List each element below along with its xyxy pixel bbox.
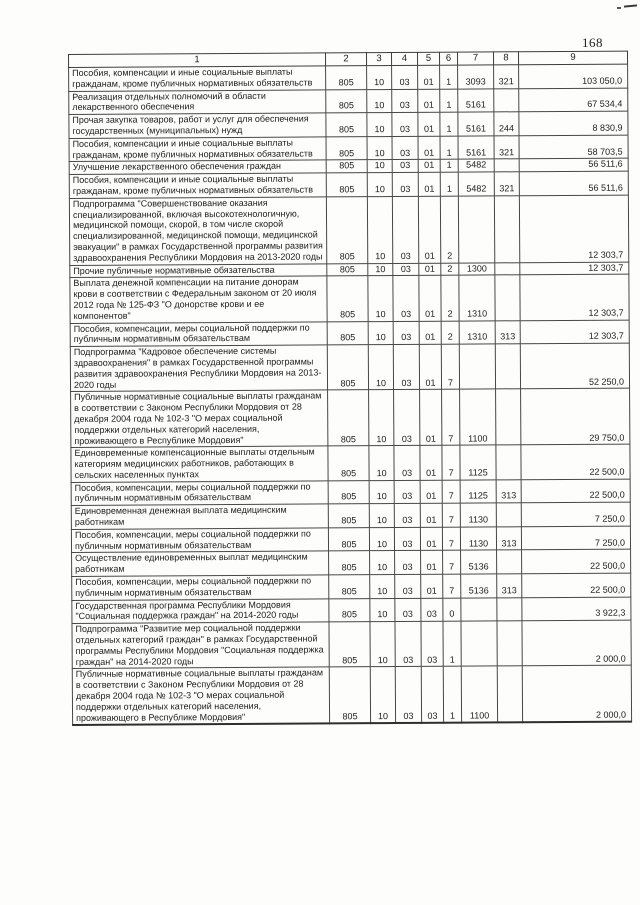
- row-code: 01: [418, 65, 440, 89]
- row-code: 01: [420, 504, 442, 528]
- row-amount: 12 303,7: [519, 195, 628, 262]
- row-code: 01: [421, 551, 443, 575]
- row-description: Пособия, компенсации, меры социальной поддержки по публичным нормативным обязательствам: [71, 481, 328, 506]
- row-code: 01: [418, 196, 440, 263]
- row-code: 10: [368, 276, 393, 321]
- row-code: [461, 598, 497, 622]
- row-code: 805: [329, 667, 370, 724]
- row-amount: 56 511,6: [519, 171, 628, 195]
- row-code: 03: [393, 276, 419, 321]
- row-code: 01: [418, 160, 440, 173]
- row-code: 1100: [460, 389, 496, 445]
- row-code: 5482: [458, 172, 494, 196]
- row-description: Пособия, компенсации и иные социальные выплаты гражданам, кроме публичных нормативных обязательств: [69, 137, 326, 162]
- row-code: 805: [328, 504, 369, 528]
- table-row: [71, 526, 630, 553]
- row-code: 03: [392, 113, 418, 137]
- row-code: 805: [326, 196, 367, 263]
- column-header: 7: [457, 52, 493, 65]
- row-code: [497, 621, 522, 666]
- column-header: 1: [69, 53, 326, 68]
- row-code: 7: [442, 503, 460, 527]
- row-code: 313: [496, 479, 521, 503]
- row-code: 01: [418, 89, 440, 113]
- row-code: [496, 503, 521, 527]
- row-code: 805: [327, 345, 368, 390]
- row-code: 10: [367, 89, 392, 113]
- row-code: 5136: [461, 550, 497, 574]
- row-amount: 56 511,6: [519, 158, 628, 171]
- row-code: 03: [394, 504, 420, 528]
- row-code: [461, 621, 497, 666]
- row-code: 10: [367, 66, 392, 90]
- row-code: 805: [329, 622, 370, 667]
- row-code: 244: [494, 112, 519, 136]
- row-code: 2: [441, 321, 459, 345]
- row-amount: 12 303,7: [520, 274, 629, 320]
- row-amount: 22 500,0: [522, 550, 631, 574]
- row-amount: 67 534,4: [519, 88, 628, 112]
- row-code: 03: [392, 89, 418, 113]
- row-code: 03: [392, 160, 418, 173]
- table-row: [69, 195, 628, 265]
- row-code: 01: [420, 480, 442, 504]
- row-amount: 22 500,0: [522, 573, 631, 597]
- row-amount: 52 250,0: [520, 343, 629, 389]
- row-code: [459, 344, 495, 389]
- row-description: Прочие публичные нормативные обязательства: [70, 263, 327, 277]
- row-code: 10: [370, 667, 395, 724]
- row-description: Пособия, компенсации, меры социальной поддержки по публичным нормативным обязательствам: [71, 528, 328, 553]
- row-description: Осуществление единовременных выплат медицинским работникам: [72, 551, 329, 576]
- row-code: [458, 196, 494, 263]
- row-code: 03: [394, 446, 420, 481]
- row-code: 01: [418, 136, 440, 160]
- row-code: 7: [443, 574, 461, 598]
- row-code: 313: [496, 527, 521, 551]
- row-code: 01: [420, 446, 442, 481]
- row-code: 5136: [461, 574, 497, 598]
- row-amount: 8 830,9: [519, 111, 628, 135]
- row-code: 03: [393, 344, 419, 389]
- row-description: Подпрограмма "Развитие мер социальной поддержки отдельных категорий граждан" в рамках Государственной программы Республики Мордовия "Социальная поддержка граждан" на 2014-2020 годы: [72, 622, 329, 669]
- table-row: [69, 135, 628, 162]
- budget-table-container: [68, 51, 632, 727]
- row-code: 805: [326, 160, 367, 173]
- table-row: [69, 171, 628, 198]
- row-code: 1310: [459, 320, 495, 344]
- row-code: [494, 196, 519, 263]
- row-code: 805: [329, 598, 370, 622]
- row-code: 03: [421, 598, 443, 622]
- row-code: 03: [394, 527, 420, 551]
- row-code: 03: [392, 136, 418, 160]
- row-code: 1310: [459, 275, 495, 320]
- row-code: 321: [494, 65, 519, 89]
- row-code: 805: [328, 446, 369, 481]
- row-code: [495, 262, 520, 275]
- row-code: [496, 445, 521, 480]
- row-code: 805: [327, 263, 368, 276]
- row-amount: 29 750,0: [521, 388, 630, 445]
- row-code: 10: [367, 196, 392, 263]
- row-code: [497, 666, 522, 723]
- row-code: 5161: [458, 112, 494, 136]
- row-code: 10: [370, 551, 395, 575]
- row-code: 10: [368, 321, 393, 345]
- row-code: 1100: [461, 666, 497, 723]
- row-code: 03: [394, 390, 420, 446]
- row-code: 805: [329, 551, 370, 575]
- table-row: [72, 597, 631, 624]
- row-code: 321: [494, 136, 519, 160]
- row-code: 0: [443, 598, 461, 622]
- row-code: 1125: [460, 445, 496, 480]
- row-code: 313: [497, 574, 522, 598]
- row-code: 5161: [458, 136, 494, 160]
- row-code: [495, 344, 520, 389]
- row-amount: 7 250,0: [521, 502, 630, 526]
- row-code: 10: [370, 622, 395, 667]
- row-amount: 3 922,3: [522, 597, 631, 621]
- row-code: 01: [419, 321, 441, 345]
- column-header: 4: [391, 52, 417, 65]
- table-row: [70, 343, 629, 392]
- row-amount: 12 303,7: [520, 320, 629, 344]
- row-code: 2: [441, 263, 459, 276]
- row-code: 10: [369, 504, 394, 528]
- row-code: 03: [395, 598, 421, 622]
- row-code: 03: [395, 574, 421, 598]
- column-header: 8: [493, 52, 518, 65]
- row-description: Прочая закупка товаров, работ и услуг для обеспечения государственных (муниципальных) нужд: [69, 113, 326, 138]
- table-row: [71, 479, 630, 506]
- row-description: Пособия, компенсации и иные социальные выплаты гражданам, кроме публичных нормативных обязательств: [69, 66, 326, 91]
- page-number: 168: [582, 35, 603, 50]
- table-row: [69, 111, 628, 138]
- row-code: 1: [440, 112, 458, 136]
- row-code: 10: [368, 345, 393, 390]
- row-code: 01: [419, 276, 441, 321]
- row-code: 01: [419, 344, 441, 389]
- row-code: 03: [394, 480, 420, 504]
- table-row: [69, 64, 628, 91]
- row-code: 5161: [458, 88, 494, 112]
- row-description: Пособия, компенсации, меры социальной поддержки по публичным нормативным обязательствам: [70, 321, 327, 346]
- row-amount: 103 050,0: [519, 64, 628, 88]
- row-code: 03: [392, 196, 418, 263]
- row-description: Выплата денежной компенсации на питание донорам крови в соответствии с Федеральным законом от 20 июля 2012 года № 125-ФЗ "О донорстве крови и ее компонентов": [70, 276, 327, 323]
- column-header: 6: [439, 52, 457, 65]
- row-code: 10: [370, 598, 395, 622]
- row-code: 805: [327, 321, 368, 345]
- table-row: [71, 502, 630, 529]
- row-description: Пособия, компенсации и иные социальные выплаты гражданам, кроме публичных нормативных обязательств: [69, 173, 326, 198]
- row-code: 03: [393, 321, 419, 345]
- row-description: Единовременная денежная выплата медицинским работникам: [71, 504, 328, 529]
- row-code: 2: [441, 275, 459, 320]
- row-code: 7: [442, 389, 460, 445]
- row-code: 1125: [460, 480, 496, 504]
- row-code: 805: [328, 528, 369, 552]
- row-description: Улучшение лекарственного обеспечения граждан: [69, 160, 326, 174]
- row-code: 01: [419, 263, 441, 276]
- row-code: [496, 389, 521, 445]
- row-code: 7: [443, 551, 461, 575]
- row-code: 03: [395, 551, 421, 575]
- row-code: 321: [494, 172, 519, 196]
- table-row: [70, 320, 629, 347]
- row-code: 01: [421, 574, 443, 598]
- row-code: 3093: [458, 65, 494, 89]
- row-code: 10: [369, 527, 394, 551]
- row-code: 805: [328, 390, 369, 446]
- row-code: 1: [443, 667, 461, 724]
- row-code: 7: [442, 527, 460, 551]
- row-code: 03: [395, 667, 421, 724]
- row-code: 03: [392, 65, 418, 89]
- table-row: [71, 444, 630, 482]
- table-row: [69, 88, 628, 115]
- row-code: 7: [441, 344, 459, 389]
- row-code: 01: [420, 390, 442, 446]
- row-amount: 7 250,0: [521, 526, 630, 550]
- row-code: 1130: [460, 503, 496, 527]
- row-amount: 2 000,0: [522, 666, 631, 723]
- row-code: [495, 275, 520, 320]
- column-header: 3: [366, 53, 391, 66]
- row-code: 1: [440, 172, 458, 196]
- row-amount: 12 303,7: [520, 262, 629, 275]
- scan-artifact: [617, 7, 621, 9]
- row-code: 1300: [459, 262, 495, 275]
- row-code: 10: [370, 575, 395, 599]
- table-row: [70, 274, 629, 323]
- row-code: 10: [367, 136, 392, 160]
- row-code: 10: [369, 446, 394, 481]
- row-code: 10: [367, 173, 392, 197]
- row-amount: 22 500,0: [521, 479, 630, 503]
- table-row: [72, 666, 631, 726]
- row-code: 10: [368, 263, 393, 276]
- row-code: 10: [367, 113, 392, 137]
- row-code: 03: [393, 263, 419, 276]
- row-code: 01: [420, 527, 442, 551]
- scan-artifact: [624, 4, 637, 7]
- row-code: 10: [369, 480, 394, 504]
- row-description: Единовременные компенсационные выплаты отдельным категориям медицинских работников, работающих в сельских населенных пунктах: [71, 446, 328, 482]
- row-description: Подпрограмма "Кадровое обеспечение системы здравоохранения" в рамках Государственной программы развития здравоохранения Республики Мордовия на 2013-2020 годы: [70, 345, 327, 392]
- row-description: Реализация отдельных полномочий в области лекарственного обеспечения: [69, 90, 326, 115]
- row-code: 805: [328, 480, 369, 504]
- table-body: [69, 64, 632, 725]
- row-code: 01: [418, 112, 440, 136]
- row-code: 1: [440, 136, 458, 160]
- row-code: 5482: [458, 159, 494, 172]
- row-code: 7: [442, 480, 460, 504]
- row-code: 10: [369, 390, 394, 446]
- row-code: 1: [440, 65, 458, 89]
- row-code: 1: [443, 621, 461, 666]
- row-code: [497, 550, 522, 574]
- row-code: 1130: [460, 527, 496, 551]
- row-code: 1: [440, 159, 458, 172]
- column-header: 2: [325, 53, 366, 66]
- row-description: Пособия, компенсации, меры социальной поддержки по публичным нормативным обязательствам: [72, 575, 329, 600]
- row-code: 805: [326, 89, 367, 113]
- table-row: [72, 550, 631, 577]
- table-row: [72, 573, 631, 600]
- row-code: 03: [392, 173, 418, 197]
- row-amount: 2 000,0: [522, 620, 631, 666]
- row-description: Публичные нормативные социальные выплаты гражданам в соответствии с Законом Республики Мордовия от 28 декабря 2004 года № 102-3 "О мерах социальной поддержки отдельных категорий населения, проживающего в Республике Мордовия": [72, 667, 329, 725]
- column-header: 9: [518, 51, 627, 65]
- table-row: [71, 388, 630, 447]
- row-description: Государственная программа Республики Мордовия "Социальная поддержка граждан" на 2014-2020 годы: [72, 599, 329, 624]
- row-code: 03: [421, 621, 443, 666]
- row-code: 03: [421, 667, 443, 724]
- row-amount: 22 500,0: [521, 444, 630, 479]
- row-code: 805: [326, 136, 367, 160]
- row-code: 805: [327, 276, 368, 321]
- row-code: 805: [329, 575, 370, 599]
- row-code: 01: [418, 172, 440, 196]
- row-code: 10: [367, 160, 392, 173]
- row-code: 7: [442, 445, 460, 479]
- row-code: 1: [440, 89, 458, 113]
- row-code: 03: [395, 622, 421, 667]
- row-description: Подпрограмма "Совершенствование оказания специализированной, включая высокотехнологичную, медицинской помощи, скорой, в том числе скорой специализированной, медицинской помощи, медицинской эвакуации" в рамках Государственной программы развития здравоохранения Республики Мордовия на 2013-2020 годы: [69, 197, 326, 265]
- row-code: 313: [495, 320, 520, 344]
- table-row: [72, 620, 631, 669]
- row-code: [497, 597, 522, 621]
- row-amount: 58 703,5: [519, 135, 628, 159]
- row-code: 2: [440, 196, 458, 263]
- column-header: 5: [417, 52, 439, 65]
- row-code: 805: [326, 173, 367, 197]
- row-code: 805: [326, 66, 367, 90]
- row-code: [494, 88, 519, 112]
- row-code: [494, 159, 519, 172]
- budget-table: [68, 51, 632, 727]
- row-code: 805: [326, 113, 367, 137]
- row-description: Публичные нормативные социальные выплаты гражданам в соответствии с Законом Республики Мордовия от 28 декабря 2004 года № 102-3 "О мерах социальной поддержки отдельных категорий населения, проживающего в Республике Мордовия": [71, 390, 328, 448]
